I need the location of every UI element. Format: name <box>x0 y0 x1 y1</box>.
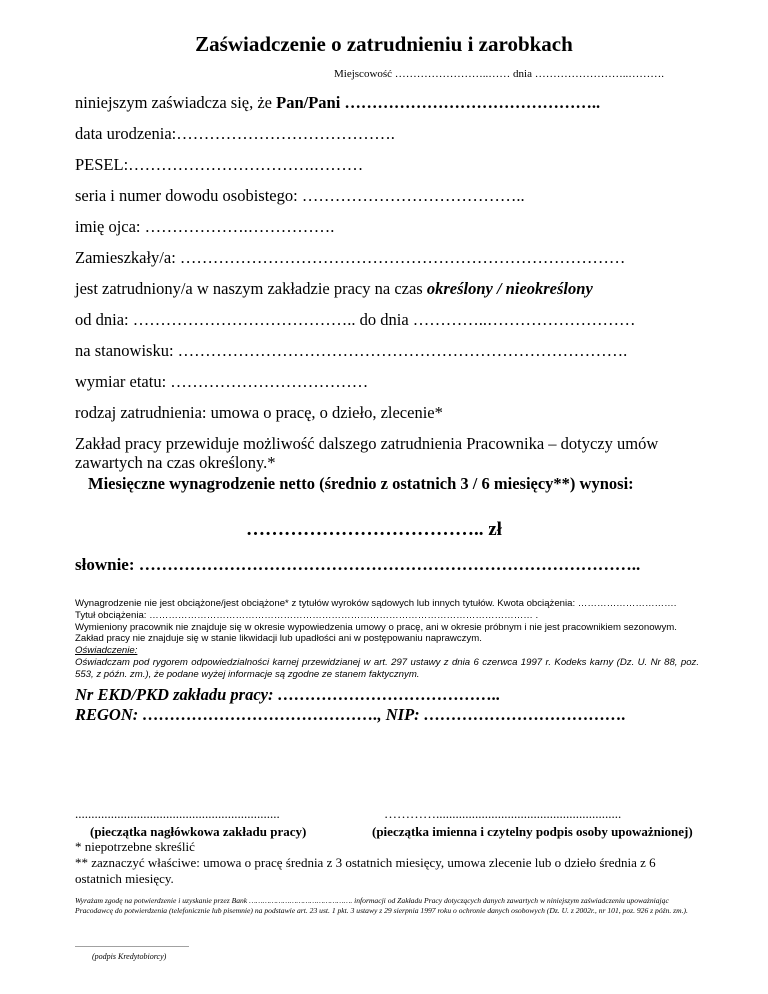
salary-value-field: ……………………………….. zł <box>246 519 502 540</box>
employment-term-options: określony / nieokreślony <box>426 279 593 298</box>
id-card-field: seria i numer dowodu osobistego: ………………………………….. <box>75 186 525 205</box>
borrower-signature-label: (podpis Kredytobiorcy) <box>92 952 167 961</box>
father-name-field: imię ojca: ……………….……………. <box>75 217 335 236</box>
place-date-field: Miejscowość ……………………..…… dnia ……………………..………. <box>334 68 664 80</box>
declaration-label: Oświadczenie: <box>75 645 138 657</box>
footnote-select: ** zaznaczyć właściwe: umowa o pracę średnia z 3 ostatnich miesięcy, umowa zlecenie lub o dzieło średnia z 6 ostatnich miesięcy. <box>75 855 656 886</box>
workload-field: wymiar etatu: ……………………………… <box>75 372 369 391</box>
borrower-signature-line: ......................................................... <box>75 940 189 949</box>
further-employment-note: Zakład pracy przewiduje możliwość dalszego zatrudnienia Pracownika – dotyczy umów zawartych na czas określony.* <box>75 434 659 472</box>
pesel-field: PESEL:…………………………….……… <box>75 155 364 174</box>
position-field: na stanowisku: ………………………………………………………………………. <box>75 341 628 360</box>
liquidation-statement: Zakład pracy nie znajduje się w stanie likwidacji lub upadłości ani w postępowaniu naprawczym. <box>75 633 482 645</box>
declaration-text: Oświadczam pod rygorem odpowiedzialności karnej przewidzianej w art. 297 ustawy z dnia 6 czerwca 1997 r. Kodeks karny (Dz. U. Nr 88, poz. 553, z późn. zm.), że podane wyżej informacje są zgodne ze stanem faktycznym. <box>75 656 699 680</box>
deductions-block <box>75 598 699 681</box>
person-intro: niniejszym zaświadcza się, że <box>75 93 277 112</box>
salary-heading: Miesięczne wynagrodzenie netto (średnio z ostatnich 3 / 6 miesięcy**) wynosi: <box>88 474 634 493</box>
consent-text: Wyrażam zgodę na potwierdzenie i uzyskanie przez Bank ………………………………………. informacji od Zakładu Pracy dotyczących danych zawartych w niniejszym zaświadczeniu upoważniając Pracodawcę do potwierdzenia (telefonicznie lub pisemnie) na podstawie art. 23 ust. 1 pkt. 3 ustawy z 29 sierpnia 1997 roku o ochronie danych osobowych (Dz. U. z 2002r., nr 101, poz. 926 z późn. zm.). <box>75 896 688 915</box>
notice-period-statement: Wymieniony pracownik nie znajduje się w okresie wypowiedzenia umowy o pracę, ani w okresie próbnym i nie jest pracownikiem sezonowym. <box>75 621 677 633</box>
ekd-pkd-field: Nr EKD/PKD zakładu pracy: ………………………………….. <box>75 685 501 704</box>
employment-period-field: od dnia: ………………………………….. do dnia …………..……………………… <box>75 310 636 329</box>
deductions-line: Wynagrodzenie nie jest obciążone/jest obciążone* z tytułów wyroków sądowych lub innych tytułów. Kwota obciążenia: …………………………. <box>75 598 677 609</box>
address-field: Zamieszkały/a: ……………………………………………………………………… <box>75 248 626 267</box>
deduction-title-line: Tytuł obciążenia: ………………………………………………………………………………………………………… . <box>75 609 539 621</box>
company-stamp-line: ............................................................... <box>75 806 280 821</box>
salary-in-words-field: słownie: …………………………………………………………………………….. <box>75 555 641 574</box>
employment-term-line <box>75 279 593 299</box>
signature-line: …………......................................................... <box>384 806 622 821</box>
company-stamp-label: (pieczątka nagłówkowa zakładu pracy) <box>90 824 307 839</box>
employment-term-text: jest zatrudniony/a w naszym zakładzie pracy na czas <box>75 279 427 298</box>
person-name-field: Pan/Pani ……………………………………….. <box>276 93 601 112</box>
footnote-strike: * niepotrzebne skreślić <box>75 839 195 854</box>
birth-date-field: data urodzenia:…………………………………. <box>75 124 395 143</box>
employment-type-field: rodzaj zatrudnienia: umowa o pracę, o dzieło, zlecenie* <box>75 403 443 422</box>
person-line <box>75 93 600 113</box>
signature-label: (pieczątka imienna i czytelny podpis osoby upoważnionej) <box>372 824 693 839</box>
regon-nip-field: REGON: ……………………………………., NIP: ………………………………. <box>75 705 626 724</box>
document-title: Zaświadczenie o zatrudnieniu i zarobkach <box>195 32 573 56</box>
